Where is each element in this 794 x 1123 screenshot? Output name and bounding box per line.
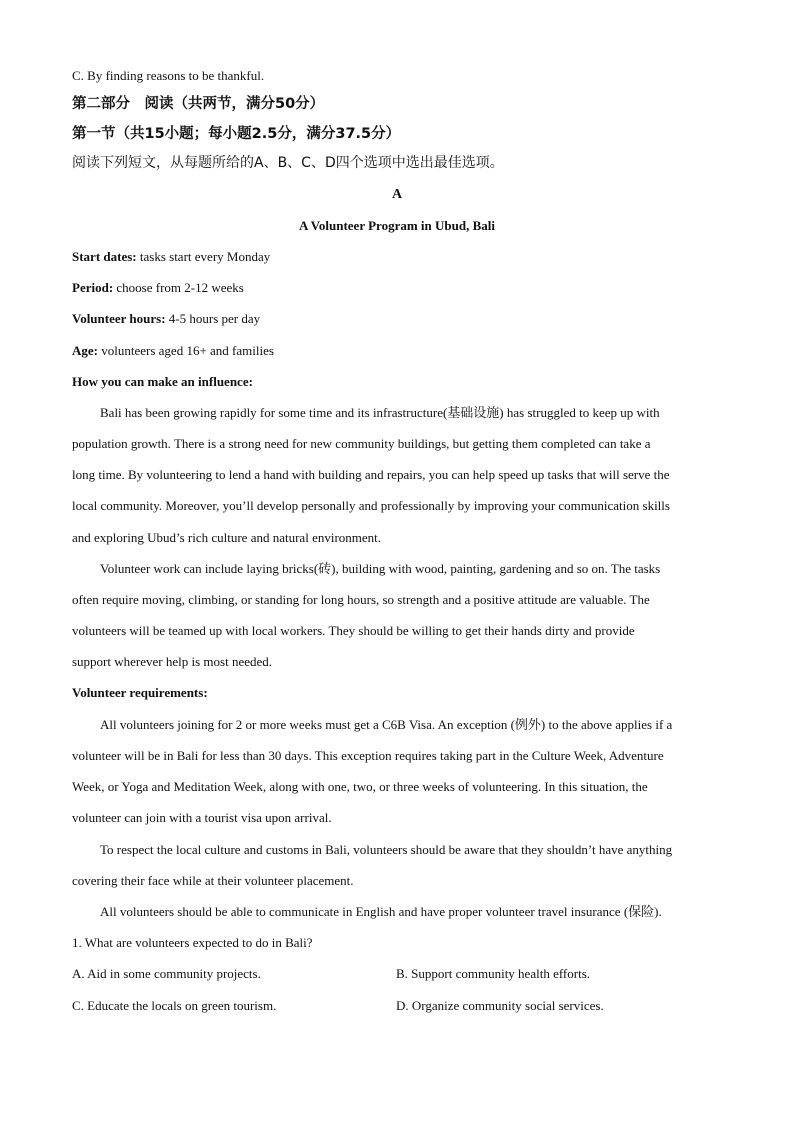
paragraph-line: population growth. There is a strong need for new community buildings, but getting them completed can take a: [72, 436, 651, 451]
paragraph-line: Volunteer work can include laying bricks(砖), building with wood, painting, gardening and so on. The tasks: [100, 561, 661, 576]
fact-start-dates: [72, 249, 270, 265]
option-d: D. Organize community social services.: [396, 998, 604, 1013]
fact-label: Volunteer hours:: [72, 311, 166, 326]
paragraph-line: All volunteers joining for 2 or more weeks must get a C6B Visa. An exception (例外) to the above applies if a: [100, 717, 673, 732]
fact-period: [72, 280, 244, 296]
fact-value: tasks start every Monday: [136, 249, 271, 264]
option-a: A. Aid in some community projects.: [72, 966, 261, 981]
paragraph-line: long time. By volunteering to lend a hand with building and repairs, you can help speed up tasks that will serve the: [72, 467, 670, 482]
passage-letter: A: [391, 187, 403, 202]
paragraph-line: volunteers will be teamed up with local workers. They should be willing to get their hands dirty and provide: [72, 623, 635, 638]
passage-title: A Volunteer Program in Ubud, Bali: [299, 218, 495, 233]
option-b: B. Support community health efforts.: [396, 966, 591, 981]
paragraph-line: All volunteers should be able to communicate in English and have proper volunteer travel insurance (保险).: [100, 904, 662, 919]
fact-label: Age:: [72, 343, 98, 358]
paragraph-line: local community. Moreover, you’ll develop personally and professionally by improving your communication skills: [72, 498, 670, 513]
paragraph-line: Week, or Yoga and Meditation Week, along with one, two, or three weeks of volunteering. In this situation, the: [72, 779, 648, 794]
reading-instruction: 阅读下列短文，从每题所给的A、B、C、D四个选项中选出最佳选项。: [72, 155, 504, 171]
fact-label: Start dates:: [72, 249, 137, 264]
question-stem: 1. What are volunteers expected to do in Bali?: [72, 935, 313, 950]
fact-volunteer-hours: [72, 311, 260, 327]
fact-value: choose from 2-12 weeks: [113, 280, 244, 295]
paragraph-line: often require moving, climbing, or standing for long hours, so strength and a positive attitude are valuable. The: [72, 592, 650, 607]
paragraph-line: covering their face while at their volunteer placement.: [72, 873, 354, 888]
influence-heading: How you can make an influence:: [72, 374, 253, 389]
paragraph-line: Bali has been growing rapidly for some time and its infrastructure(基础设施) has struggled to keep up with: [100, 405, 660, 420]
fact-age: [72, 343, 274, 359]
paragraph-line: support wherever help is most needed.: [72, 654, 273, 669]
fact-label: Period:: [72, 280, 114, 295]
paragraph-line: To respect the local culture and customs in Bali, volunteers should be aware that they shouldn’t have anything: [100, 842, 673, 857]
requirements-heading: Volunteer requirements:: [72, 685, 208, 700]
fact-value: 4-5 hours per day: [165, 311, 261, 326]
paragraph-line: volunteer can join with a tourist visa upon arrival.: [72, 810, 332, 825]
paragraph-line: volunteer will be in Bali for less than 30 days. This exception requires taking part in the Culture Week, Adventure: [72, 748, 664, 763]
section-one-heading: 第一节（共15小题；每小题2.5分，满分37.5分）: [72, 126, 401, 142]
fact-value: volunteers aged 16+ and families: [98, 343, 274, 358]
paragraph-line: and exploring Ubud’s rich culture and natural environment.: [72, 530, 382, 545]
previous-option-c: C. By finding reasons to be thankful.: [72, 68, 265, 83]
option-c: C. Educate the locals on green tourism.: [72, 998, 277, 1013]
section-two-heading: 第二部分 阅读（共两节，满分50分）: [72, 96, 325, 112]
